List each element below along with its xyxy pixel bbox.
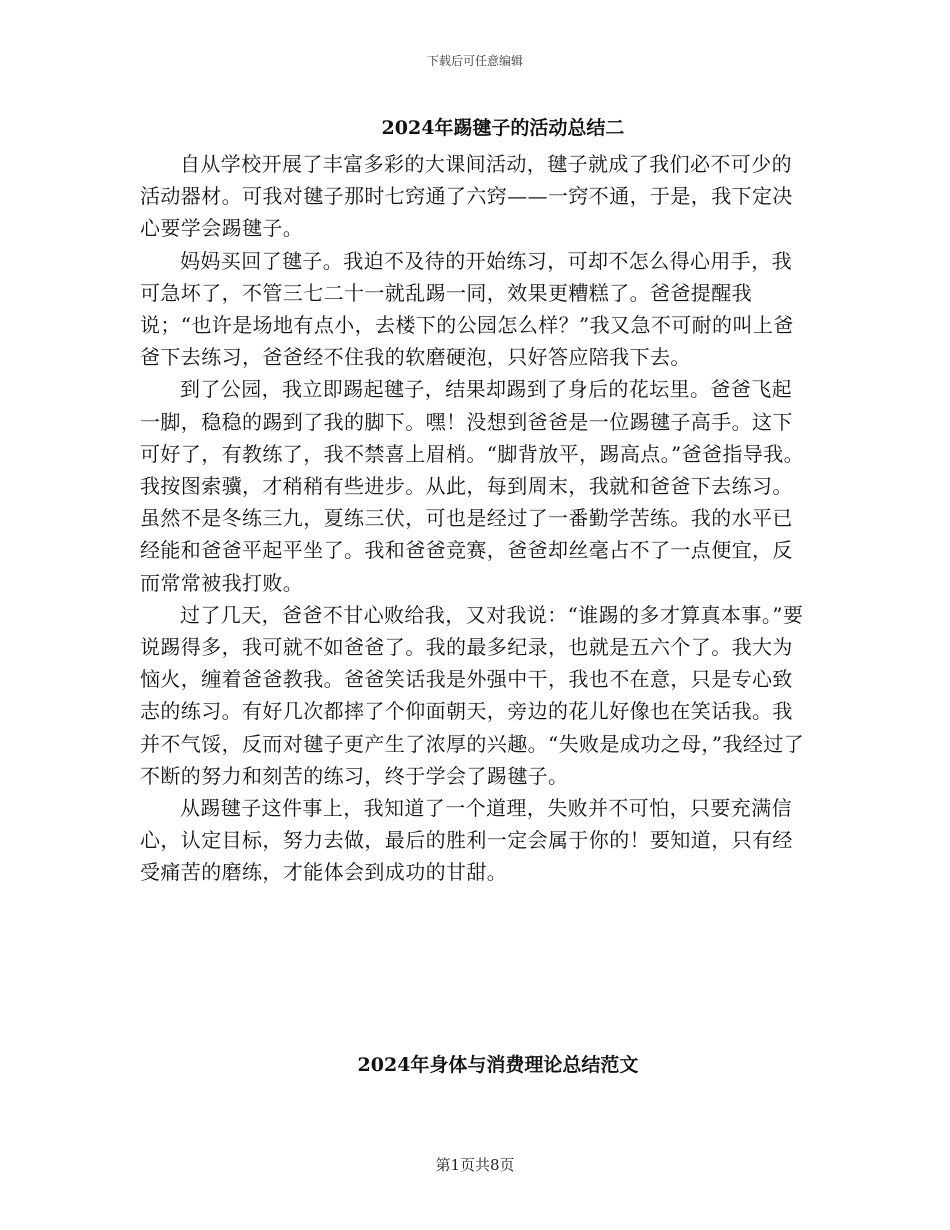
paragraph: 到了公园，我立即踢起毽子，结果却踢到了身后的花坛里。爸爸飞起一脚，稳稳的踢到了我的脚下。嘿！没想到爸爸是一位踢毽子高手。这下可好了，有教练了，我不禁喜上眉梢。“脚背放平，踢高点。”爸爸指导我。我按图索骥，才稍稍有些进步。从此，每到周末，我就和爸爸下去练习。虽然不是冬练三九，夏练三伏，可也是经过了一番勤学苦练。我的水平已经能和爸爸平起平坐了。我和爸爸竞赛，爸爸却丝毫占不了一点便宜，反而常常被我打败。: [140, 377, 805, 595]
document-title: 2024年踢毽子的活动总结二: [381, 117, 625, 139]
next-section-title: 2024年身体与消费理论总结范文: [357, 1054, 639, 1076]
paragraph: 过了几天，爸爸不甘心败给我，又对我说：“谁踢的多才算真本事。”要说踢得多，我可就不如爸爸了。我的最多纪录，也就是五六个了。我大为恼火，缠着爸爸教我。爸爸笑话我是外强中干，我也不在意，只是专心致志的练习。有好几次都摔了个仰面朝天，旁边的花儿好像也在笑话我。我并不气馁，反而对毽子更产生了浓厚的兴趣。“失败是成功之母，”我经过了不断的努力和刻苦的练习，终于学会了踢毽子。: [140, 602, 805, 788]
paragraph: 自从学校开展了丰富多彩的大课间活动，毽子就成了我们必不可少的活动器材。可我对毽子那时七窍通了六窍——一窍不通，于是，我下定决心要学会踢毽子。: [140, 152, 793, 241]
page-number: 第1页共8页: [435, 1156, 515, 1174]
paragraph: 从踢毽子这件事上，我知道了一个道理，失败并不可怕，只要充满信心，认定目标，努力去做，最后的胜利一定会属于你的！要知道，只有经受痛苦的磨练，才能体会到成功的甘甜。: [140, 796, 793, 885]
document-body: [140, 148, 805, 889]
paragraph: 妈妈买回了毽子。我迫不及待的开始练习，可却不怎么得心用手，我可急坏了，不管三七二十一就乱踢一同，效果更糟糕了。爸爸提醒我说；“也许是场地有点小，去楼下的公园怎么样？”我又急不可耐的叫上爸爸下去练习，爸爸经不住我的软磨硬泡，只好答应陪我下去。: [140, 248, 794, 370]
page-header-note: 下载后可任意编辑: [426, 54, 523, 68]
